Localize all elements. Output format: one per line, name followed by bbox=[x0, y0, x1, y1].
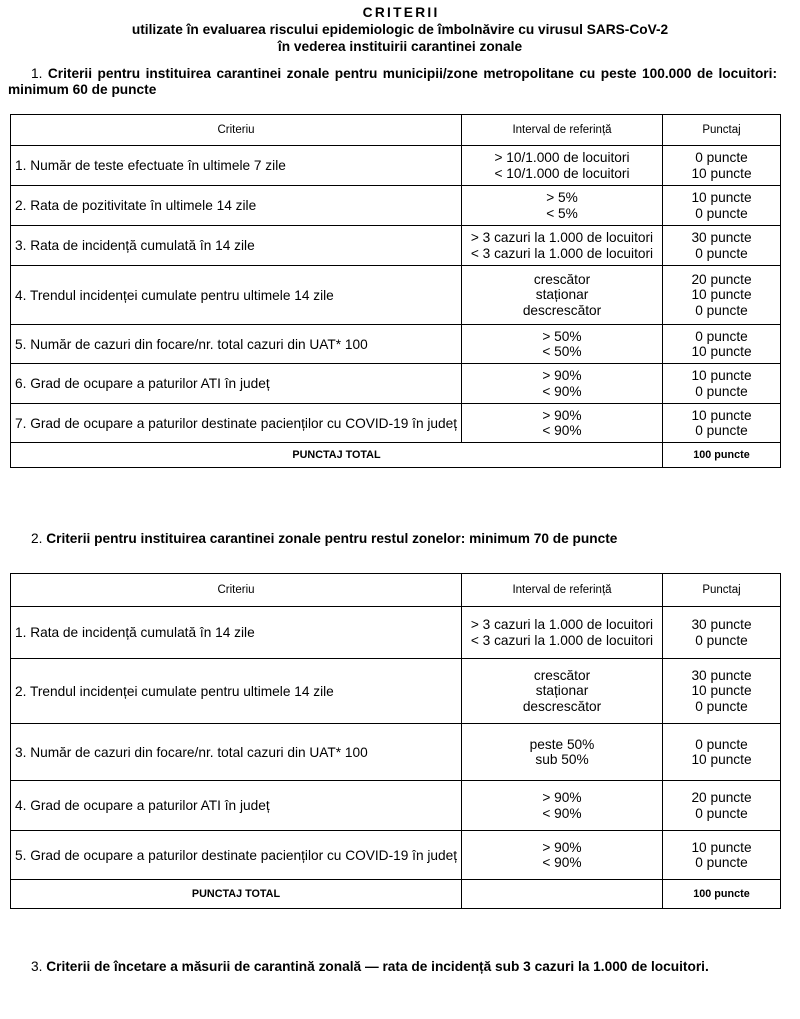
points-value: 20 puncte bbox=[691, 790, 752, 805]
points-value: 10 puncte bbox=[691, 839, 752, 855]
interval-cell bbox=[462, 325, 663, 364]
criterion-cell: 6. Grad de ocupare a paturilor ATI în județ bbox=[11, 364, 462, 404]
points-value: 20 puncte bbox=[691, 271, 752, 287]
interval-cell bbox=[462, 226, 663, 266]
points-value: 0 puncte bbox=[695, 302, 748, 318]
points-value: 0 puncte bbox=[695, 698, 748, 714]
total-label: PUNCTAJ TOTAL bbox=[11, 880, 462, 909]
interval-value: > 90% bbox=[542, 839, 582, 855]
points-value: 10 puncte bbox=[691, 344, 752, 359]
table-row bbox=[11, 831, 781, 880]
points-value: 0 puncte bbox=[695, 632, 748, 648]
interval-value: < 5% bbox=[546, 205, 578, 221]
interval-value: > 50% bbox=[542, 328, 582, 344]
points-value: 10 puncte bbox=[691, 190, 752, 205]
interval-value: staționar bbox=[535, 287, 589, 303]
interval-value: descrescător bbox=[522, 302, 602, 318]
interval-cell bbox=[462, 724, 663, 781]
points-cell bbox=[663, 607, 781, 659]
points-value: 10 puncte bbox=[691, 287, 752, 303]
points-cell bbox=[663, 186, 781, 226]
table-row bbox=[11, 659, 781, 724]
points-value: 10 puncte bbox=[691, 165, 752, 181]
criterion-cell: 3. Număr de cazuri din focare/nr. total cazuri din UAT* 100 bbox=[11, 724, 462, 781]
interval-value: < 90% bbox=[542, 383, 582, 399]
interval-value: crescător bbox=[533, 667, 591, 683]
criterion-cell: 1. Număr de teste efectuate în ultimele 7 zile bbox=[11, 146, 462, 186]
points-value: 0 puncte bbox=[695, 855, 748, 870]
points-cell bbox=[663, 364, 781, 404]
points-cell bbox=[663, 781, 781, 831]
table-row bbox=[11, 226, 781, 266]
table-header-row bbox=[11, 574, 781, 607]
interval-value: < 50% bbox=[542, 344, 582, 359]
interval-cell bbox=[462, 404, 663, 443]
total-value: 100 puncte bbox=[663, 443, 781, 468]
interval-value: < 90% bbox=[542, 423, 582, 438]
criterion-cell: 1. Rata de incidență cumulată în 14 zile bbox=[11, 607, 462, 659]
interval-value: < 10/1.000 de locuitori bbox=[494, 165, 630, 181]
total-row bbox=[11, 443, 781, 468]
section-3-heading bbox=[8, 959, 777, 975]
column-header-criteriu: Criteriu bbox=[11, 115, 462, 146]
points-cell bbox=[663, 831, 781, 880]
interval-value: > 5% bbox=[546, 190, 578, 205]
points-value: 0 puncte bbox=[695, 150, 748, 165]
criterion-cell: 7. Grad de ocupare a paturilor destinate pacienților cu COVID-19 în județ bbox=[11, 404, 462, 443]
table-row bbox=[11, 186, 781, 226]
interval-value: sub 50% bbox=[535, 752, 589, 767]
table-row bbox=[11, 266, 781, 325]
interval-value: descrescător bbox=[522, 698, 602, 714]
column-header-interval: Interval de referință bbox=[462, 115, 663, 146]
criterion-cell: 2. Trendul incidenței cumulate pentru ultimele 14 zile bbox=[11, 659, 462, 724]
section-heading-text: Criterii pentru instituirea carantinei zonale pentru restul zonelor: minimum 70 de puncte bbox=[46, 531, 618, 546]
interval-cell bbox=[462, 607, 663, 659]
section-2-heading bbox=[8, 531, 777, 547]
total-value: 100 puncte bbox=[663, 880, 781, 909]
interval-value: peste 50% bbox=[529, 736, 595, 752]
table-row bbox=[11, 364, 781, 404]
points-value: 10 puncte bbox=[691, 683, 752, 699]
criterion-cell: 5. Grad de ocupare a paturilor destinate pacienților cu COVID-19 în județ bbox=[11, 831, 462, 880]
interval-value: > 3 cazuri la 1.000 de locuitori bbox=[470, 230, 654, 245]
subtitle-line-1: utilizate în evaluarea riscului epidemiologic de îmbolnăvire cu virusul SARS-CoV-2 bbox=[131, 22, 669, 37]
interval-cell bbox=[462, 186, 663, 226]
title-criterii: C R I T E R I I bbox=[362, 5, 438, 20]
criterion-cell: 2. Rata de pozitivitate în ultimele 14 zile bbox=[11, 186, 462, 226]
criterion-cell: 5. Număr de cazuri din focare/nr. total cazuri din UAT* 100 bbox=[11, 325, 462, 364]
points-value: 30 puncte bbox=[691, 667, 752, 683]
section-number: 1. bbox=[31, 66, 43, 81]
points-cell bbox=[663, 146, 781, 186]
points-value: 0 puncte bbox=[695, 205, 748, 221]
interval-value: > 90% bbox=[542, 368, 582, 383]
table-row bbox=[11, 781, 781, 831]
section-number: 3. bbox=[31, 959, 43, 974]
points-value: 0 puncte bbox=[695, 736, 748, 752]
table-row bbox=[11, 724, 781, 781]
points-cell bbox=[663, 404, 781, 443]
column-header-punctaj: Punctaj bbox=[663, 574, 781, 607]
table-row bbox=[11, 404, 781, 443]
points-value: 0 puncte bbox=[695, 328, 748, 344]
points-value: 30 puncte bbox=[691, 617, 752, 632]
points-cell bbox=[663, 226, 781, 266]
points-cell bbox=[663, 659, 781, 724]
interval-value: < 90% bbox=[542, 855, 582, 870]
column-header-criteriu: Criteriu bbox=[11, 574, 462, 607]
points-cell bbox=[663, 266, 781, 325]
points-value: 0 puncte bbox=[695, 245, 748, 261]
points-value: 0 puncte bbox=[695, 383, 748, 399]
points-value: 0 puncte bbox=[695, 423, 748, 438]
interval-value: < 3 cazuri la 1.000 de locuitori bbox=[470, 632, 654, 648]
document-title bbox=[0, 4, 800, 55]
interval-cell bbox=[462, 831, 663, 880]
points-cell bbox=[663, 325, 781, 364]
section-number: 2. bbox=[31, 531, 43, 546]
table-row bbox=[11, 325, 781, 364]
points-value: 30 puncte bbox=[691, 230, 752, 245]
section-1-heading bbox=[8, 66, 777, 98]
criterion-cell: 4. Trendul incidenței cumulate pentru ultimele 14 zile bbox=[11, 266, 462, 325]
points-value: 10 puncte bbox=[691, 407, 752, 423]
subtitle-line-2: în vederea instituirii carantinei zonale bbox=[277, 39, 523, 54]
criterion-cell: 3. Rata de incidență cumulată în 14 zile bbox=[11, 226, 462, 266]
column-header-interval: Interval de referință bbox=[462, 574, 663, 607]
interval-value: staționar bbox=[535, 683, 589, 699]
total-interval-cell bbox=[462, 880, 663, 909]
column-header-punctaj: Punctaj bbox=[663, 115, 781, 146]
points-value: 0 puncte bbox=[695, 805, 748, 821]
interval-cell bbox=[462, 266, 663, 325]
points-value: 10 puncte bbox=[691, 752, 752, 767]
interval-value: > 10/1.000 de locuitori bbox=[494, 150, 630, 165]
criteria-table-metropolitan bbox=[10, 114, 781, 468]
interval-cell bbox=[462, 659, 663, 724]
criteria-table-other-zones bbox=[10, 573, 781, 909]
points-value: 10 puncte bbox=[691, 368, 752, 383]
interval-cell bbox=[462, 364, 663, 404]
table-header-row bbox=[11, 115, 781, 146]
total-label: PUNCTAJ TOTAL bbox=[11, 443, 663, 468]
interval-cell bbox=[462, 146, 663, 186]
table-row bbox=[11, 607, 781, 659]
interval-value: > 90% bbox=[542, 790, 582, 805]
section-heading-text: Criterii pentru instituirea carantinei zonale pentru municipii/zone metropolitane cu peste 100.000 de locuitori: minimum 60 de puncte bbox=[8, 66, 777, 97]
interval-value: > 3 cazuri la 1.000 de locuitori bbox=[470, 617, 654, 632]
points-cell bbox=[663, 724, 781, 781]
interval-value: < 3 cazuri la 1.000 de locuitori bbox=[470, 245, 654, 261]
interval-value: crescător bbox=[533, 271, 591, 287]
table-row bbox=[11, 146, 781, 186]
total-row bbox=[11, 880, 781, 909]
interval-value: > 90% bbox=[542, 407, 582, 423]
section-heading-text: Criterii de încetare a măsurii de carantină zonală — rata de incidență sub 3 cazuri la 1.000 de locuitori. bbox=[46, 959, 709, 974]
interval-value: < 90% bbox=[542, 805, 582, 821]
interval-cell bbox=[462, 781, 663, 831]
criterion-cell: 4. Grad de ocupare a paturilor ATI în județ bbox=[11, 781, 462, 831]
